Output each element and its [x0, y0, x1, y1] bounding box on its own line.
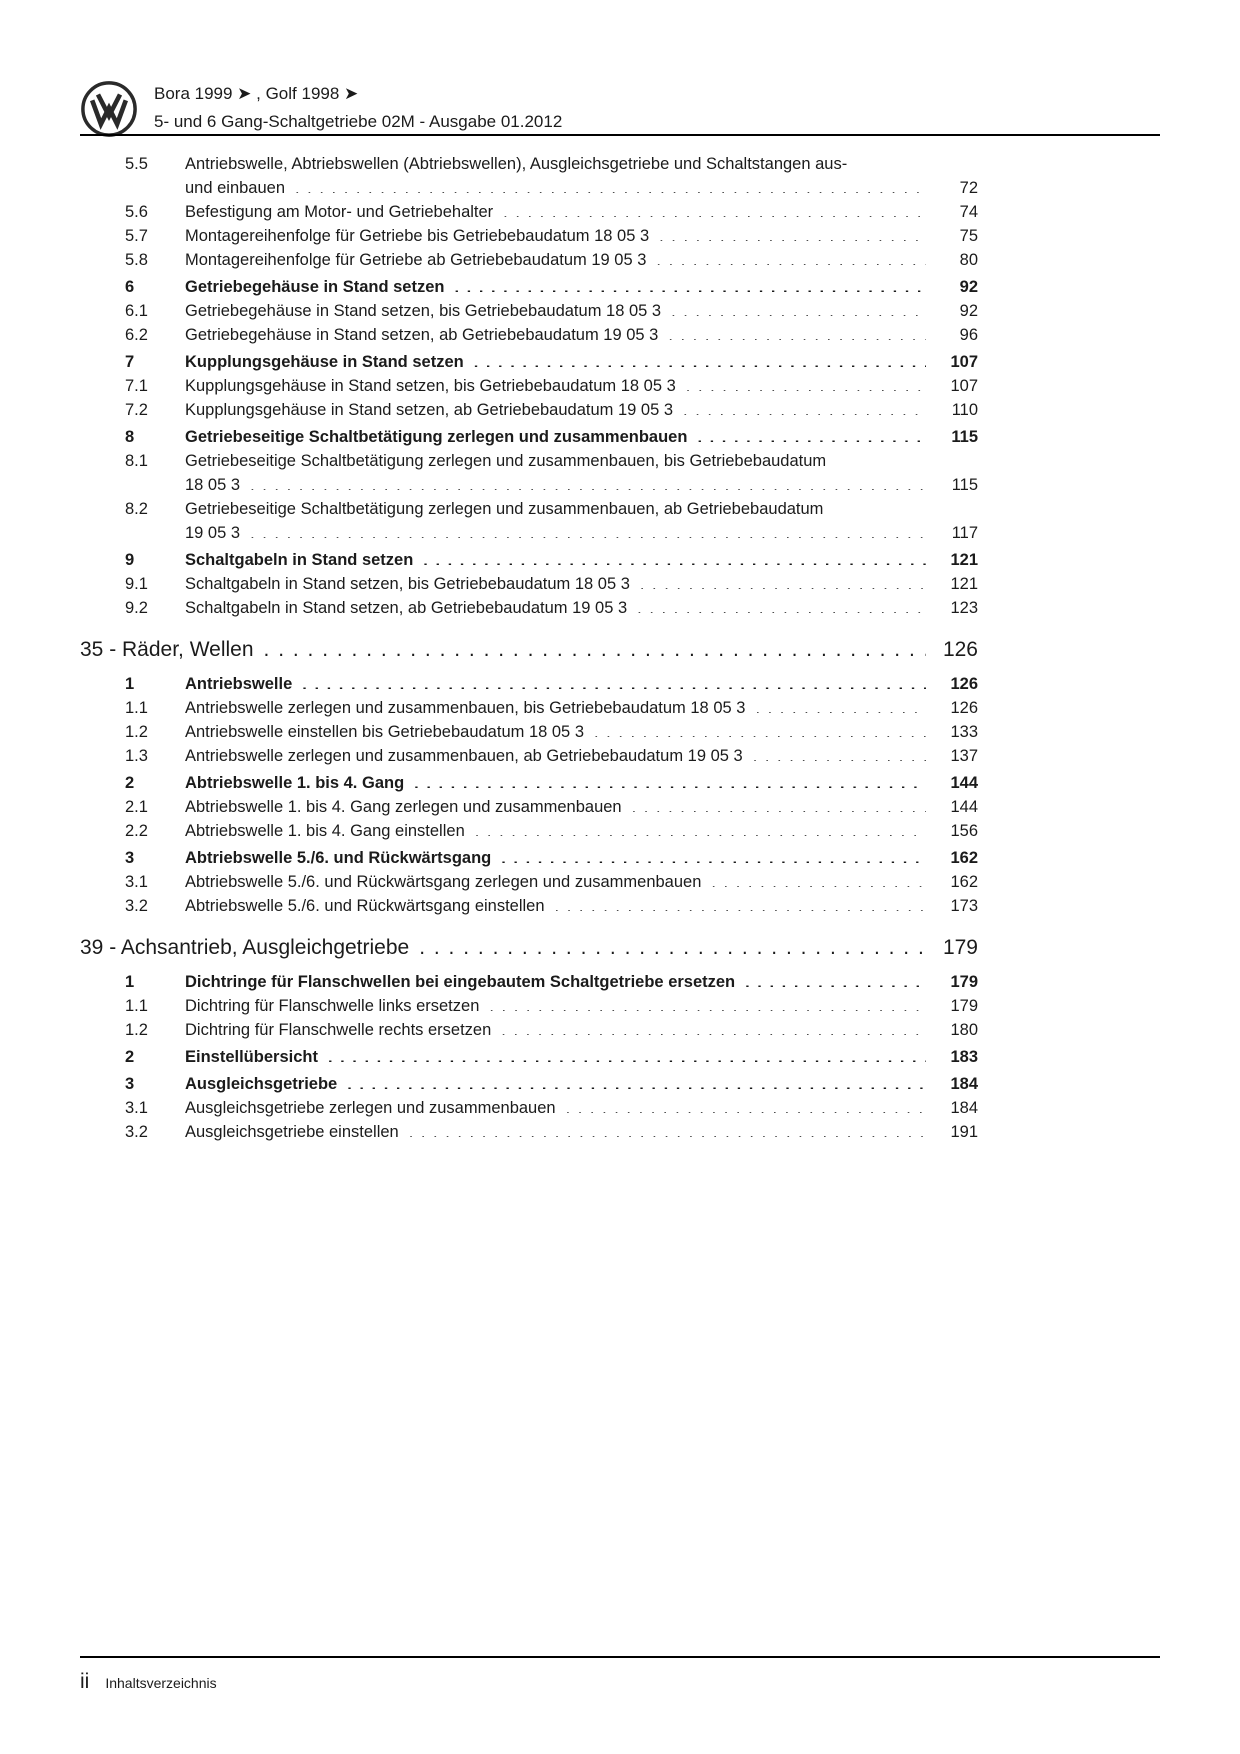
entry-page-number: 96 — [959, 326, 978, 344]
entry-last-line — [185, 672, 978, 696]
entry-title: Antriebswelle — [185, 675, 293, 693]
entry-body — [185, 152, 978, 200]
dot-leader — [637, 597, 926, 614]
entry-page-number: 117 — [951, 524, 978, 542]
entry-last-line — [185, 870, 978, 894]
dot-leader — [475, 820, 926, 837]
entry-number: 1.2 — [125, 1021, 148, 1039]
dot-leader — [264, 636, 926, 657]
footer-page-number: ii — [80, 1670, 90, 1693]
entry-last-line — [185, 572, 978, 596]
entry-title: Antriebswelle zerlegen und zusammenbauen, bis Getriebebaudatum 18 05 3 — [185, 699, 746, 717]
entry-page-number: 121 — [950, 551, 978, 569]
dot-leader — [455, 276, 927, 293]
entry-body — [185, 1096, 978, 1120]
dot-leader — [745, 971, 926, 988]
entry-last-line — [185, 224, 978, 248]
entry-number: 1.1 — [125, 997, 148, 1015]
entry-title: Antriebswelle einstellen bis Getriebebaudatum 18 05 3 — [185, 723, 584, 741]
entry-last-line — [185, 771, 978, 795]
entry-body — [185, 771, 978, 795]
entry-body — [185, 374, 978, 398]
entry-page-number: 72 — [959, 179, 978, 197]
entry-last-line — [185, 1072, 978, 1096]
entry-title: Getriebegehäuse in Stand setzen, ab Getriebebaudatum 19 05 3 — [185, 326, 659, 344]
entry-last-line — [185, 819, 978, 843]
dot-leader — [697, 426, 926, 443]
entry-page-number: 107 — [950, 353, 978, 371]
entry-body — [185, 275, 978, 299]
toc-entry — [80, 224, 978, 248]
entry-page-number: 173 — [950, 897, 978, 915]
entry-body — [185, 819, 978, 843]
entry-body — [185, 1120, 978, 1144]
entry-last-line — [185, 1018, 978, 1042]
dot-leader — [489, 995, 926, 1012]
dot-leader — [656, 249, 926, 266]
chapter-page-number: 179 — [942, 936, 978, 959]
entry-page-number: 75 — [959, 227, 978, 245]
entry-last-line — [185, 176, 978, 200]
toc-entry — [80, 696, 978, 720]
entry-number: 8 — [125, 428, 135, 446]
entry-number: 9.2 — [125, 599, 148, 617]
entry-page-number: 110 — [951, 401, 978, 419]
entry-number: 2.2 — [125, 822, 148, 840]
entry-last-line — [185, 795, 978, 819]
entry-title: Abtriebswelle 1. bis 4. Gang — [185, 774, 405, 792]
entry-title: Abtriebswelle 5./6. und Rückwärtsgang — [185, 849, 492, 867]
vw-logo-icon — [80, 80, 138, 138]
toc-entry — [80, 548, 978, 572]
toc-entry — [80, 425, 978, 449]
entry-title: Dichtring für Flanschwelle rechts ersetzen — [185, 1021, 492, 1039]
toc-group — [80, 152, 978, 620]
entry-title: Abtriebswelle 1. bis 4. Gang einstellen — [185, 822, 465, 840]
header-rule — [80, 134, 1160, 136]
entry-page-number: 74 — [959, 203, 978, 221]
entry-page-number: 137 — [950, 747, 978, 765]
entry-number: 3.2 — [125, 897, 148, 915]
entry-body — [185, 970, 978, 994]
entry-title: Kupplungsgehäuse in Stand setzen — [185, 353, 464, 371]
entry-number: 7.2 — [125, 401, 148, 419]
entry-last-line — [185, 200, 978, 224]
entry-title: Antriebswelle zerlegen und zusammenbauen, ab Getriebebaudatum 19 05 3 — [185, 747, 743, 765]
dot-leader — [409, 1121, 926, 1138]
entry-page-number: 184 — [950, 1075, 978, 1093]
entry-page-number: 121 — [950, 575, 978, 593]
entry-body — [185, 672, 978, 696]
entry-body — [185, 720, 978, 744]
entry-last-line — [185, 398, 978, 422]
entry-body — [185, 425, 978, 449]
entry-number: 9.1 — [125, 575, 148, 593]
entry-number: 1.1 — [125, 699, 148, 717]
toc-group — [80, 934, 978, 1144]
dot-leader — [250, 522, 926, 539]
entry-last-line — [185, 374, 978, 398]
entry-title: Schaltgabeln in Stand setzen — [185, 551, 414, 569]
entry-number: 6 — [125, 278, 135, 296]
entry-page-number: 126 — [950, 675, 978, 693]
toc-entry — [80, 1045, 978, 1069]
entry-body — [185, 572, 978, 596]
entry-title: Schaltgabeln in Stand setzen, bis Getriebebaudatum 18 05 3 — [185, 575, 630, 593]
entry-title: 18 05 3 — [185, 476, 241, 494]
entry-number: 5.6 — [125, 203, 148, 221]
entry-body — [185, 398, 978, 422]
entry-body — [185, 846, 978, 870]
entry-last-line — [185, 894, 978, 918]
entry-last-line — [185, 846, 978, 870]
dot-leader — [632, 796, 926, 813]
entry-title: und einbauen — [185, 179, 286, 197]
entry-body — [185, 795, 978, 819]
footer-label: Inhaltsverzeichnis — [105, 1675, 217, 1691]
toc-entry — [80, 323, 978, 347]
dot-leader — [683, 399, 926, 416]
dot-leader — [295, 177, 926, 194]
dot-leader — [302, 673, 926, 690]
toc-entry — [80, 819, 978, 843]
toc-entry — [80, 200, 978, 224]
dot-leader — [668, 324, 926, 341]
entry-title-line: Getriebeseitige Schaltbetätigung zerlegen und zusammenbauen, bis Getriebebaudatum — [185, 452, 827, 470]
entry-last-line — [185, 1120, 978, 1144]
toc-chapter-heading — [80, 934, 978, 962]
dot-leader — [659, 225, 926, 242]
entry-body — [185, 548, 978, 572]
entry-page-number: 133 — [950, 723, 978, 741]
entry-title: Einstellübersicht — [185, 1048, 318, 1066]
chapter-page-number: 126 — [942, 638, 978, 661]
entry-title: Ausgleichsgetriebe — [185, 1075, 338, 1093]
entry-number: 2.1 — [125, 798, 148, 816]
entry-body — [185, 200, 978, 224]
entry-number: 1.3 — [125, 747, 148, 765]
entry-page-number: 92 — [959, 302, 978, 320]
entry-title: Dichtring für Flanschwelle links ersetzen — [185, 997, 480, 1015]
dot-leader — [250, 474, 926, 491]
entry-body — [185, 744, 978, 768]
entry-number: 9 — [125, 551, 135, 569]
chapter-title: 39 - Achsantrieb, Ausgleichgetriebe — [80, 936, 410, 959]
toc-entry — [80, 1120, 978, 1144]
entry-body — [185, 894, 978, 918]
entry-number: 2 — [125, 1048, 135, 1066]
header — [154, 82, 562, 134]
entry-body — [185, 870, 978, 894]
toc-entry — [80, 497, 978, 545]
dot-leader — [328, 1046, 926, 1063]
entry-number: 8.1 — [125, 452, 148, 470]
entry-body — [185, 248, 978, 272]
entry-last-line — [185, 970, 978, 994]
entry-last-line — [185, 473, 978, 497]
toc-entry — [80, 398, 978, 422]
entry-title: Montagereihenfolge für Getriebe ab Getriebebaudatum 19 05 3 — [185, 251, 647, 269]
dot-leader — [503, 201, 926, 218]
toc-entry — [80, 275, 978, 299]
entry-number: 1 — [125, 675, 135, 693]
entry-page-number: 156 — [950, 822, 978, 840]
toc-entry — [80, 744, 978, 768]
toc-entry — [80, 672, 978, 696]
entry-last-line — [185, 248, 978, 272]
entry-last-line — [185, 350, 978, 374]
footer — [80, 1670, 217, 1694]
toc-group — [80, 636, 978, 918]
entry-page-number: 191 — [950, 1123, 978, 1141]
dot-leader — [753, 745, 926, 762]
toc-entry — [80, 350, 978, 374]
toc-entry — [80, 1096, 978, 1120]
dot-leader — [555, 895, 926, 912]
entry-title-line: Getriebeseitige Schaltbetätigung zerlegen und zusammenbauen, ab Getriebebaudatum — [185, 500, 824, 518]
entry-title: Abtriebswelle 5./6. und Rückwärtsgang einstellen — [185, 897, 545, 915]
entry-number: 5.8 — [125, 251, 148, 269]
toc-entry — [80, 870, 978, 894]
toc-entry — [80, 771, 978, 795]
dot-leader — [640, 573, 926, 590]
toc-chapter-heading — [80, 636, 978, 664]
entry-page-number: 179 — [950, 997, 978, 1015]
toc — [80, 152, 978, 1144]
entry-last-line — [185, 994, 978, 1018]
entry-title: 19 05 3 — [185, 524, 241, 542]
entry-page-number: 107 — [950, 377, 978, 395]
entry-title: Getriebegehäuse in Stand setzen — [185, 278, 445, 296]
dot-leader — [671, 300, 926, 317]
entry-last-line — [185, 299, 978, 323]
toc-entry — [80, 572, 978, 596]
footer-rule — [80, 1656, 1160, 1658]
chapter-title: 35 - Räder, Wellen — [80, 638, 254, 661]
entry-page-number: 179 — [950, 973, 978, 991]
entry-last-line — [185, 521, 978, 545]
entry-page-number: 80 — [959, 251, 978, 269]
entry-last-line — [185, 720, 978, 744]
entry-last-line — [185, 548, 978, 572]
entry-body — [185, 1045, 978, 1069]
dot-leader — [501, 847, 926, 864]
entry-number: 2 — [125, 774, 135, 792]
dot-leader — [347, 1073, 926, 1090]
entry-number: 3.1 — [125, 1099, 148, 1117]
dot-leader — [686, 375, 926, 392]
entry-page-number: 162 — [950, 849, 978, 867]
entry-body — [185, 994, 978, 1018]
dot-leader — [594, 721, 926, 738]
entry-page-number: 92 — [959, 278, 978, 296]
entry-title: Kupplungsgehäuse in Stand setzen, ab Getriebebaudatum 19 05 3 — [185, 401, 674, 419]
entry-last-line — [185, 1096, 978, 1120]
entry-body — [185, 323, 978, 347]
toc-entry — [80, 299, 978, 323]
entry-last-line — [185, 1045, 978, 1069]
entry-page-number: 126 — [950, 699, 978, 717]
entry-page-number: 162 — [950, 873, 978, 891]
entry-number: 1 — [125, 973, 135, 991]
entry-number: 5.5 — [125, 155, 148, 173]
toc-entry — [80, 596, 978, 620]
dot-leader — [419, 934, 926, 955]
entry-number: 3 — [125, 849, 135, 867]
entry-last-line — [185, 323, 978, 347]
header-subtitle: 5- und 6 Gang-Schaltgetriebe 02M - Ausgabe 01.2012 — [154, 112, 563, 131]
header-model-line: Bora 1999 ➤ , Golf 1998 ➤ — [154, 84, 359, 103]
dot-leader — [423, 549, 926, 566]
entry-number: 3.1 — [125, 873, 148, 891]
entry-page-number: 144 — [950, 798, 978, 816]
dot-leader — [566, 1097, 926, 1114]
entry-body — [185, 1072, 978, 1096]
toc-entry — [80, 374, 978, 398]
entry-number: 6.1 — [125, 302, 148, 320]
entry-number: 7.1 — [125, 377, 148, 395]
entry-page-number: 180 — [950, 1021, 978, 1039]
entry-title: Abtriebswelle 1. bis 4. Gang zerlegen und zusammenbauen — [185, 798, 622, 816]
toc-entry — [80, 720, 978, 744]
dot-leader — [474, 351, 926, 368]
entry-body — [185, 449, 978, 497]
toc-entry — [80, 846, 978, 870]
entry-title: Getriebegehäuse in Stand setzen, bis Getriebebaudatum 18 05 3 — [185, 302, 662, 320]
entry-title: Dichtringe für Flanschwellen bei eingebautem Schaltgetriebe ersetzen — [185, 973, 736, 991]
entry-page-number: 144 — [950, 774, 978, 792]
entry-number: 7 — [125, 353, 135, 371]
entry-body — [185, 224, 978, 248]
entry-last-line — [185, 425, 978, 449]
entry-body — [185, 350, 978, 374]
entry-body — [185, 596, 978, 620]
entry-title: Getriebeseitige Schaltbetätigung zerlegen und zusammenbauen — [185, 428, 688, 446]
entry-number: 6.2 — [125, 326, 148, 344]
toc-entry — [80, 894, 978, 918]
dot-leader — [414, 772, 926, 789]
entry-page-number: 115 — [951, 476, 978, 494]
entry-page-number: 184 — [950, 1099, 978, 1117]
entry-number: 3 — [125, 1075, 135, 1093]
entry-page-number: 123 — [950, 599, 978, 617]
entry-number: 3.2 — [125, 1123, 148, 1141]
entry-number: 8.2 — [125, 500, 148, 518]
entry-page-number: 183 — [950, 1048, 978, 1066]
toc-entry — [80, 449, 978, 497]
entry-body — [185, 299, 978, 323]
entry-title: Ausgleichsgetriebe einstellen — [185, 1123, 399, 1141]
entry-body — [185, 497, 978, 545]
entry-page-number: 115 — [951, 428, 978, 446]
entry-last-line — [185, 696, 978, 720]
dot-leader — [711, 871, 926, 888]
entry-title: Abtriebswelle 5./6. und Rückwärtsgang zerlegen und zusammenbauen — [185, 873, 702, 891]
entry-last-line — [185, 275, 978, 299]
entry-body — [185, 696, 978, 720]
toc-entry — [80, 152, 978, 200]
entry-title: Ausgleichsgetriebe zerlegen und zusammenbauen — [185, 1099, 556, 1117]
toc-entry — [80, 970, 978, 994]
toc-entry — [80, 1072, 978, 1096]
dot-leader — [755, 697, 926, 714]
entry-number: 5.7 — [125, 227, 148, 245]
entry-title-line: Antriebswelle, Abtriebswellen (Abtriebswellen), Ausgleichsgetriebe und Schaltstangen aus- — [185, 155, 848, 173]
entry-last-line — [185, 596, 978, 620]
entry-title: Kupplungsgehäuse in Stand setzen, bis Getriebebaudatum 18 05 3 — [185, 377, 676, 395]
toc-entry — [80, 248, 978, 272]
entry-title: Befestigung am Motor- und Getriebehalter — [185, 203, 494, 221]
toc-entry — [80, 795, 978, 819]
dot-leader — [501, 1019, 926, 1036]
entry-number: 1.2 — [125, 723, 148, 741]
entry-title: Montagereihenfolge für Getriebe bis Getriebebaudatum 18 05 3 — [185, 227, 650, 245]
entry-body — [185, 1018, 978, 1042]
entry-last-line — [185, 744, 978, 768]
toc-entry — [80, 1018, 978, 1042]
entry-title: Schaltgabeln in Stand setzen, ab Getriebebaudatum 19 05 3 — [185, 599, 628, 617]
toc-entry — [80, 994, 978, 1018]
